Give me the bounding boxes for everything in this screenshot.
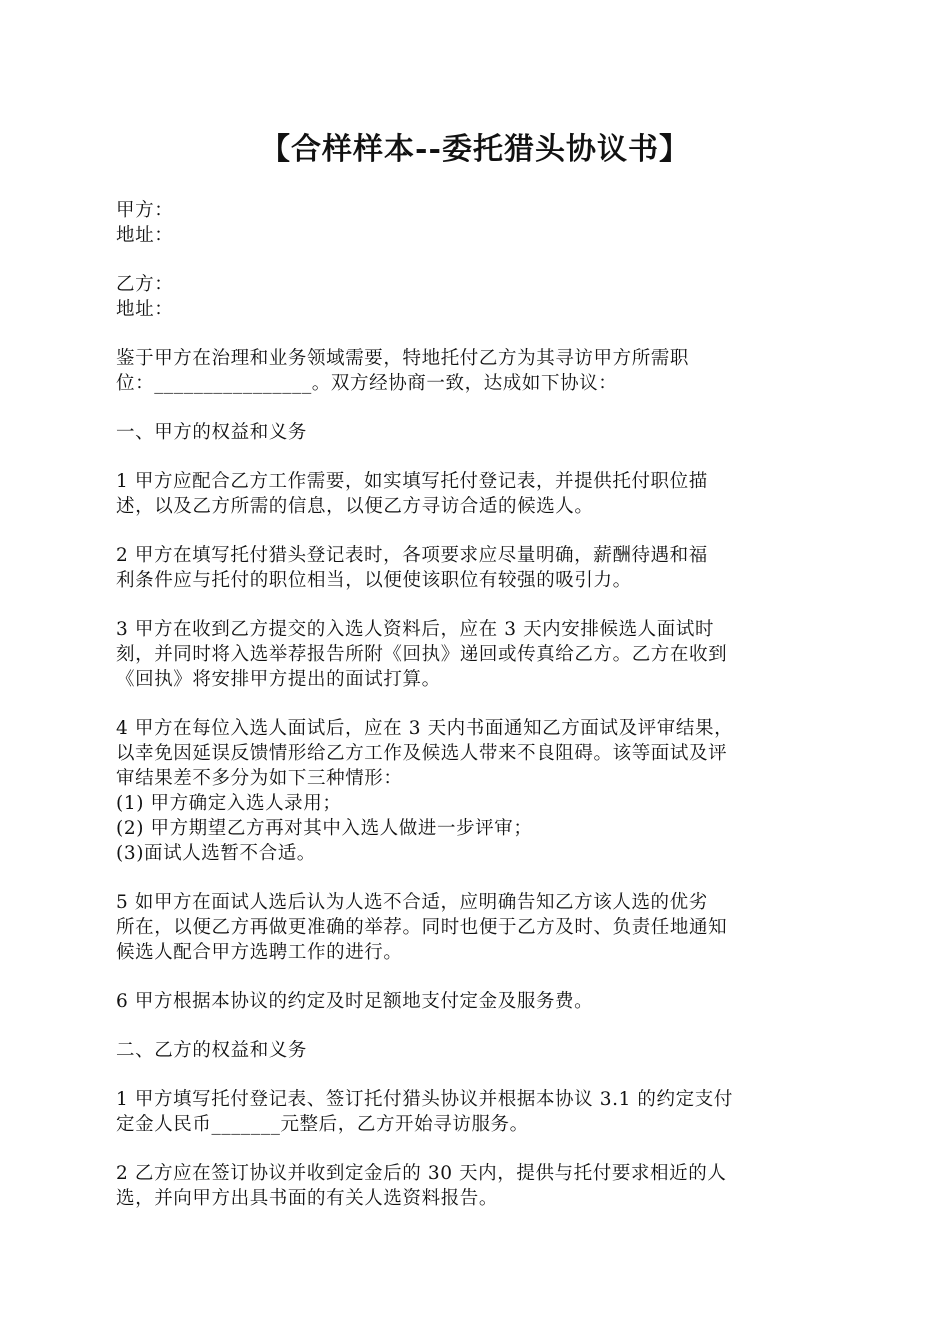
clause-line: 刻，并同时将入选举荐报告所附《回执》递回或传真给乙方。乙方在收到 <box>116 644 728 665</box>
party-a-address-label: 地址： <box>116 225 174 246</box>
clause-line: 1 甲方填写托付登记表、签订托付猎头协议并根据本协议 3.1 的约定支付 <box>116 1089 733 1110</box>
clause-line: 利条件应与托付的职位相当，以便使该职位有较强的吸引力。 <box>116 570 632 591</box>
blank-line <box>116 1063 832 1087</box>
clause-line: 定金人民币_______元整后，乙方开始寻访服务。 <box>116 1114 529 1135</box>
clause-line: 2 甲方在填写托付猎头登记表时，各项要求应尽量明确，薪酬待遇和福 <box>116 545 708 566</box>
party-a-label: 甲方： <box>116 200 174 221</box>
blank-line <box>116 866 832 890</box>
section-heading-party-b: 二、乙方的权益和义务 <box>116 1040 308 1061</box>
clause-line: 审结果差不多分为如下三种情形： <box>116 768 403 789</box>
clause-line: 3 甲方在收到乙方提交的入选人资料后，应在 3 天内安排候选人面试时 <box>116 619 715 640</box>
section-heading-party-a: 一、甲方的权益和义务 <box>116 422 308 443</box>
sub-clause-line: (1) 甲方确定入选人录用； <box>116 793 342 814</box>
blank-line <box>116 396 832 420</box>
party-b-address-label: 地址： <box>116 299 174 320</box>
clause-line: 以幸免因延误反馈情形给乙方工作及候选人带来不良阻碍。该等面试及评 <box>116 743 728 764</box>
blank-line <box>116 519 832 543</box>
clause-line: 述，以及乙方所需的信息，以便乙方寻访合适的候选人。 <box>116 496 594 517</box>
party-b-label: 乙方： <box>116 274 174 295</box>
clause-line: 1 甲方应配合乙方工作需要，如实填写托付登记表，并提供托付职位描 <box>116 471 708 492</box>
document-title: 【合样样本--委托猎头协议书】 <box>260 132 690 167</box>
blank-line <box>116 248 832 272</box>
clause-line: 5 如甲方在面试人选后认为人选不合适，应明确告知乙方该人选的优劣 <box>116 892 708 913</box>
intro-line: 鉴于甲方在治理和业务领域需要，特地托付乙方为其寻访甲方所需职 <box>116 348 690 369</box>
clause-line: 《回执》将安排甲方提出的面试打算。 <box>116 669 441 690</box>
sub-clause-line: (2) 甲方期望乙方再对其中入选人做进一步评审； <box>116 818 533 839</box>
blank-line <box>116 1137 832 1161</box>
clause-line: 2 乙方应在签订协议并收到定金后的 30 天内，提供与托付要求相近的人 <box>116 1163 727 1184</box>
sub-clause-line: (3)面试人选暂不合适。 <box>116 843 316 864</box>
blank-line <box>116 322 832 346</box>
blank-line <box>116 692 832 716</box>
document-body <box>116 198 832 1211</box>
intro-line: 位：________________。双方经协商一致，达成如下协议： <box>116 373 618 394</box>
blank-line <box>116 965 832 989</box>
clause-line: 候选人配合甲方选聘工作的进行。 <box>116 942 403 963</box>
clause-line: 6 甲方根据本协议的约定及时足额地支付定金及服务费。 <box>116 991 594 1012</box>
blank-line <box>116 593 832 617</box>
clause-line: 4 甲方在每位入选人面试后，应在 3 天内书面通知乙方面试及评审结果， <box>116 718 734 739</box>
clause-line: 所在，以便乙方再做更准确的举荐。同时也便于乙方及时、负责任地通知 <box>116 917 728 938</box>
blank-line <box>116 445 832 469</box>
blank-line <box>116 1014 832 1038</box>
clause-line: 选，并向甲方出具书面的有关人选资料报告。 <box>116 1188 499 1209</box>
